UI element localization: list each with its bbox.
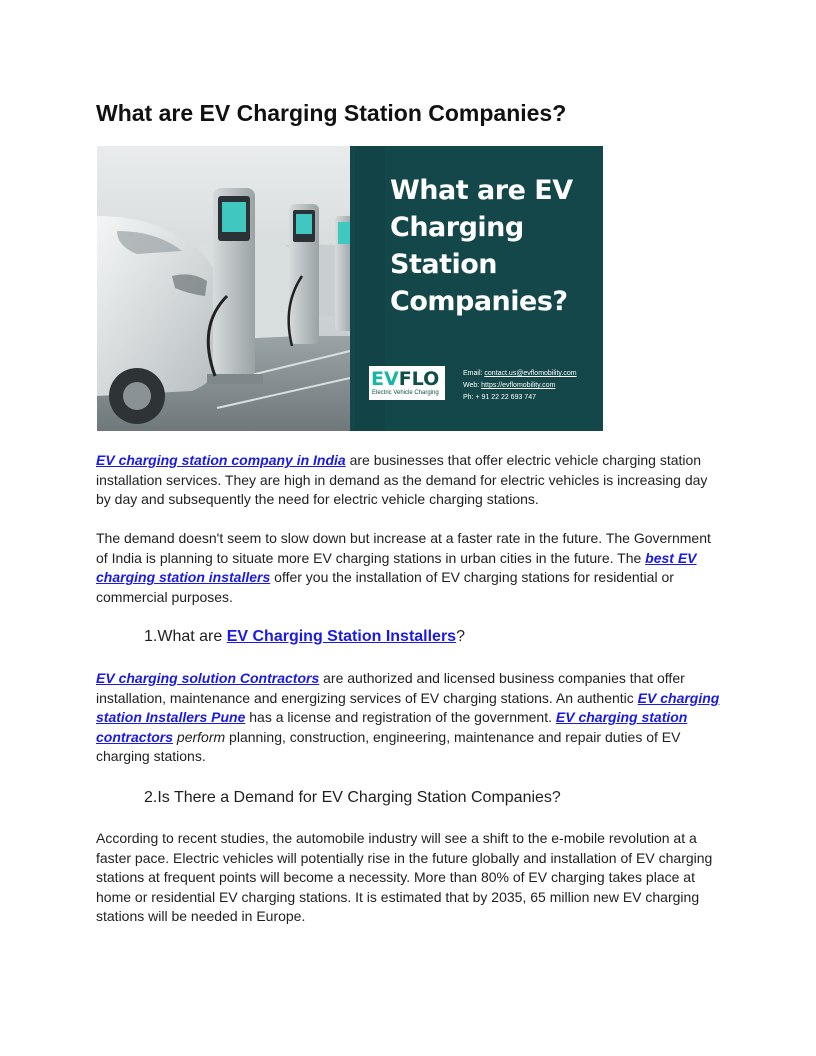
contractors-paragraph [96, 669, 721, 767]
section-heading-installers [144, 626, 465, 648]
intro-text: are businesses that offer electric vehicle charging station installation services. They are high in demand as the demand for electric vehicles is increasing day by day and subsequently the need for electric vehicle charging stations. [96, 452, 708, 508]
contractors-text-3: planning, construction, engineering, maintenance and repair duties of EV charging stations. [96, 728, 681, 765]
heading-text-before: 1.What are [144, 628, 227, 645]
contact-web-line [463, 380, 577, 392]
installers-pune-link[interactable]: EV charging station Installers Pune [96, 689, 720, 726]
section-heading-demand: 2.Is There a Demand for EV Charging Station Companies? [144, 789, 561, 806]
ev-company-india-link[interactable]: EV charging station company in India [96, 452, 346, 468]
demand-text-before: The demand doesn't seem to slow down but increase at a faster rate in the future. The Government of India is planning to situate more EV charging stations in urban cities in the future. The [96, 530, 711, 566]
evflo-logo [369, 366, 445, 400]
studies-paragraph: According to recent studies, the automobile industry will see a shift to the e-mobile revolution at a faster pace. Electric vehicles will potentially rise in the future globally and installation of EV charging stations at frequent points will become a necessity. More than 80% of EV charging takes place at home or residential EV charging stations. It is estimated that by 2035, 65 million new EV charging stations will be needed in Europe. [96, 830, 713, 925]
ev-installers-heading-link[interactable]: EV Charging Station Installers [226, 628, 457, 645]
hero-title-line: Companies? [390, 286, 568, 317]
web-label: Web: [463, 382, 482, 389]
perform-emphasis: perform [173, 728, 226, 745]
logo-ev-text: EV [371, 368, 399, 390]
hero-title-line: What are EV [390, 175, 573, 206]
contractors-text-1: are authorized and licensed business companies that offer installation, maintenance and energizing services of EV charging stations. An authentic [96, 670, 685, 706]
solution-contractors-link[interactable]: EV charging solution Contractors [96, 670, 320, 686]
demand-text-after: offer you the installation of EV charging stations for residential or commercial purposes. [96, 569, 674, 605]
email-text: contact.us@evflomobility.com [484, 370, 577, 377]
email-label: Email: [463, 370, 485, 377]
contact-phone-line: Ph: + 91 22 22 693 747 [463, 394, 536, 401]
intro-paragraph [96, 451, 721, 510]
contact-email-line [463, 368, 577, 380]
logo-tagline: Electric Vehicle Charging [372, 390, 439, 396]
demand-paragraph [96, 529, 721, 607]
page-title: What are EV Charging Station Companies? [96, 100, 567, 126]
hero-title [390, 172, 590, 320]
station-contractors-link[interactable]: EV charging station contractors [96, 709, 688, 745]
hero-title-line: Station [390, 249, 498, 280]
web-text: https://evflomobility.com [481, 382, 556, 389]
hero-banner-image [97, 146, 603, 431]
hero-contact-info [463, 368, 577, 404]
hero-title-line: Charging [390, 212, 524, 243]
evflo-logo-wordmark [371, 368, 439, 390]
contractors-text-2: has a license and registration of the government. [245, 709, 556, 726]
heading-text-after: ? [456, 628, 465, 645]
logo-flo-text: FLO [398, 368, 440, 390]
best-installers-link[interactable]: best EV charging station installers [96, 549, 697, 586]
